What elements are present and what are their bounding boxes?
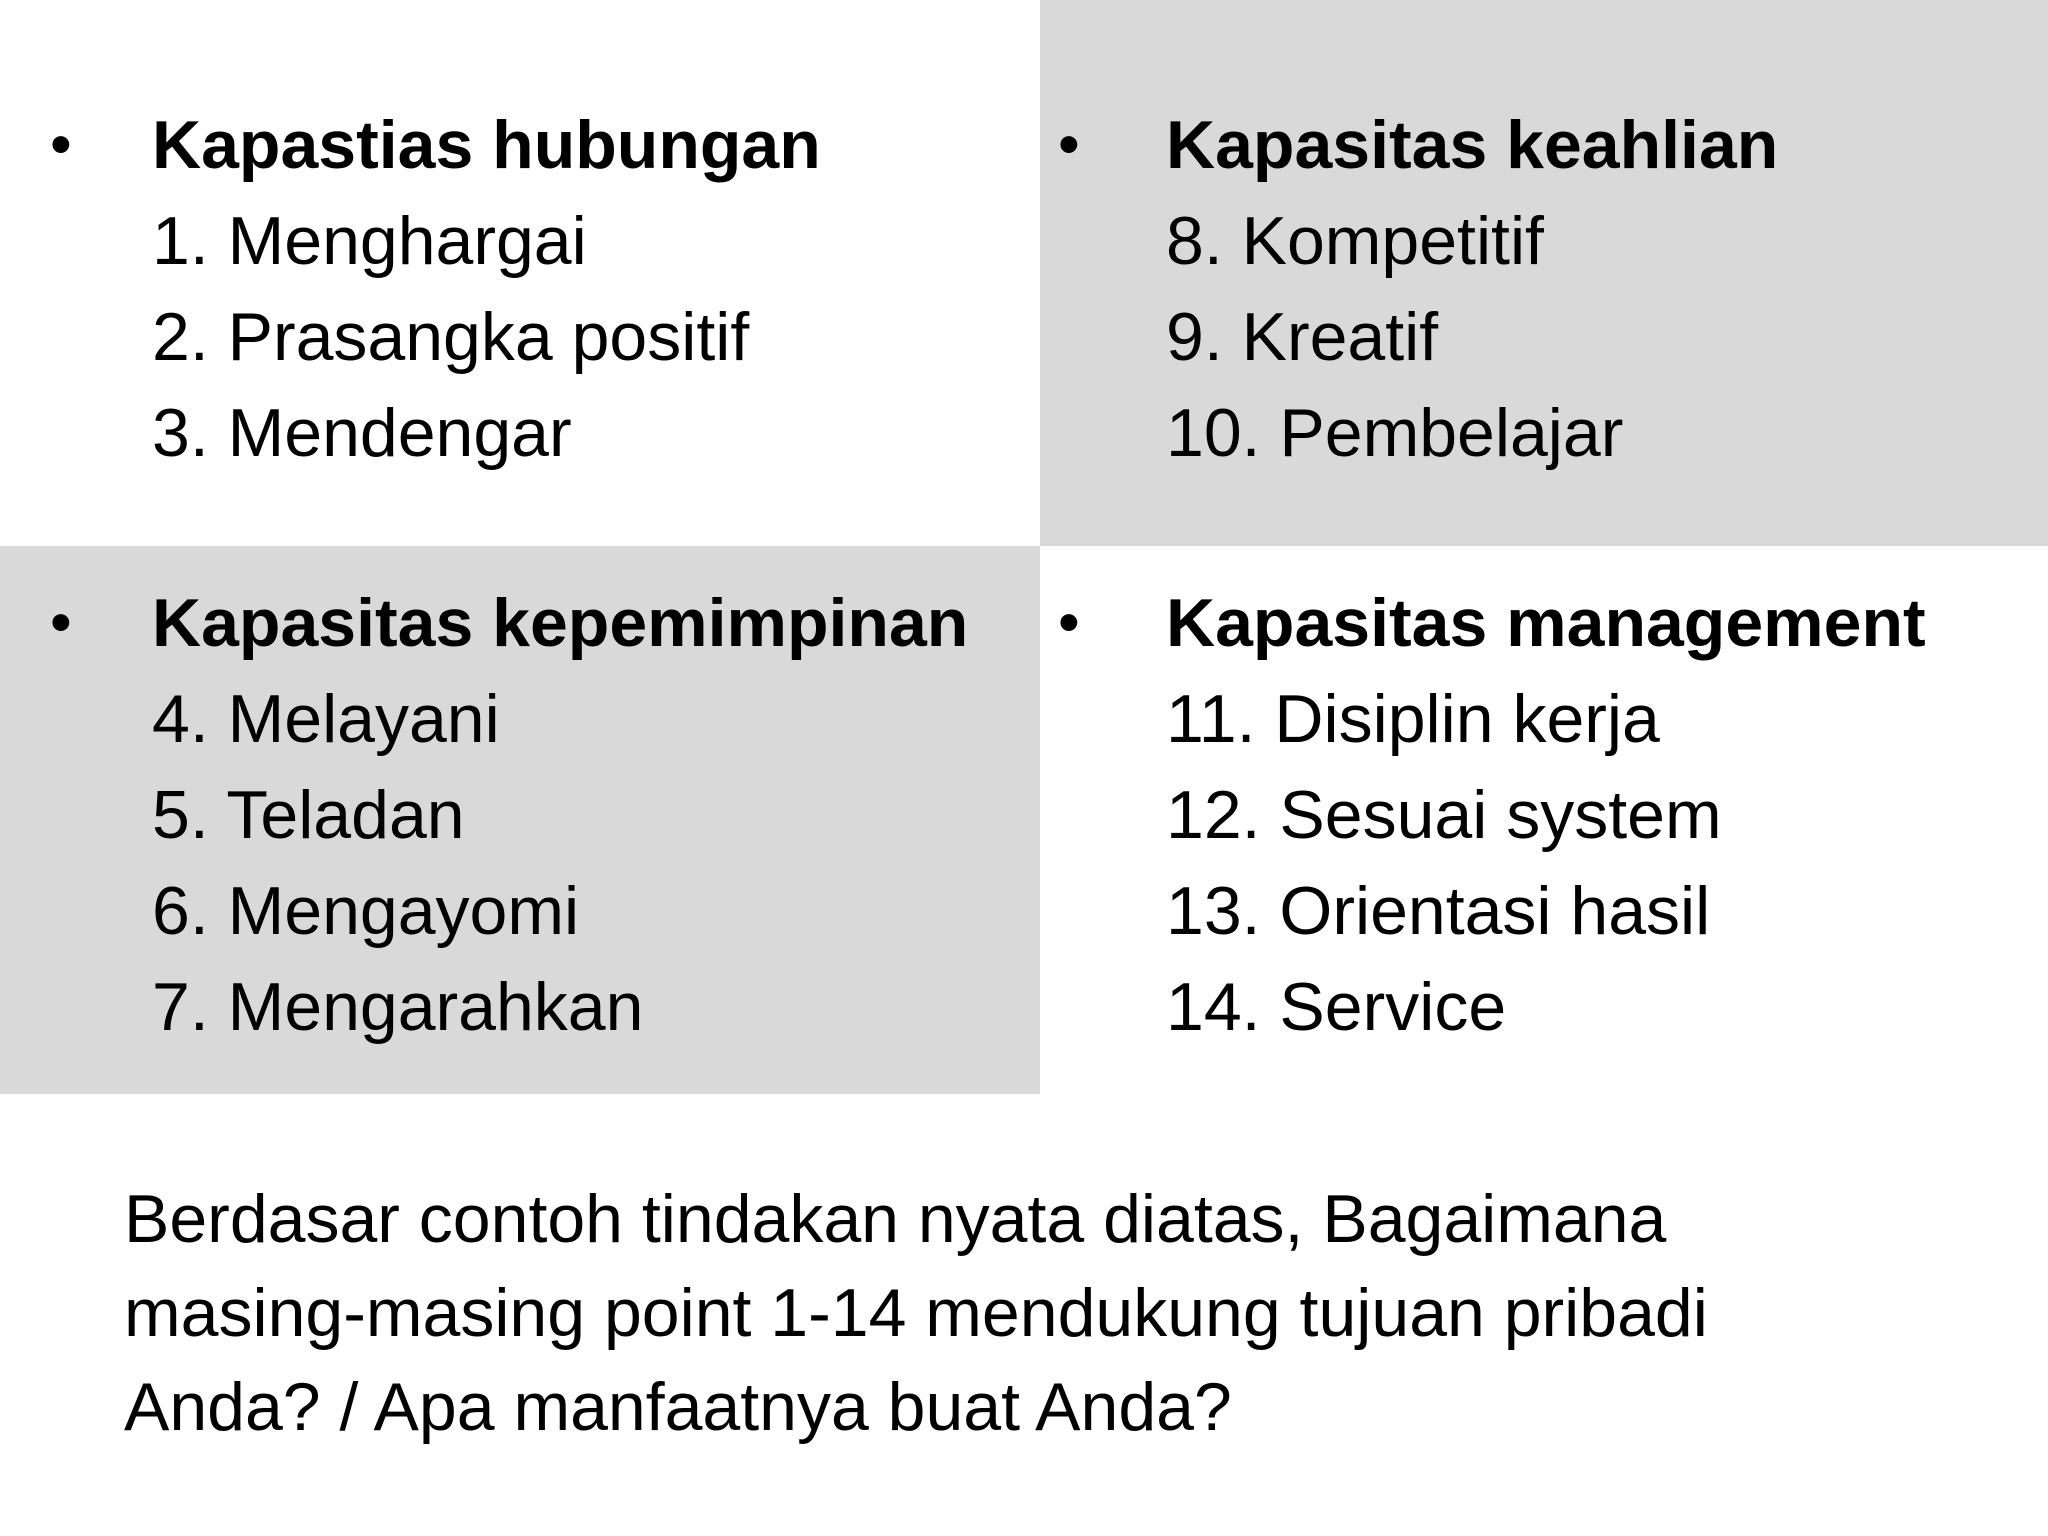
bullet: •: [1058, 588, 1080, 657]
quadrant-relationship-capacity: [0, 0, 1040, 546]
list-item: 2. Prasangka positif: [152, 299, 750, 375]
quadrant-management-capacity: [1040, 546, 2048, 1094]
capacity-heading: Kapastias hubungan: [152, 107, 821, 183]
list-item: 10. Pembelajar: [1166, 395, 1624, 471]
list-item: 14. Service: [1166, 969, 1507, 1045]
quadrant-skill-capacity: [1040, 0, 2048, 546]
list-item: 3. Mendengar: [152, 395, 572, 471]
list-item: 12. Sesuai system: [1166, 777, 1722, 853]
capacity-block: [1166, 97, 1778, 481]
list-item: 9. Kreatif: [1166, 299, 1439, 375]
bullet: •: [50, 110, 72, 179]
capacity-block: [152, 575, 968, 1055]
capacity-heading: Kapasitas keahlian: [1166, 107, 1779, 183]
question-line: masing-masing point 1-14 mendukung tujuan pribadi: [124, 1275, 1708, 1351]
list-item: 13. Orientasi hasil: [1166, 873, 1711, 949]
question-line: Anda? / Apa manfaatnya buat Anda?: [124, 1369, 1232, 1445]
list-item: 7. Mengarahkan: [152, 969, 644, 1045]
capacity-heading: Kapasitas kepemimpinan: [152, 585, 969, 661]
capacity-block: [1166, 575, 1926, 1055]
capacity-block: [152, 97, 821, 481]
list-item: 5. Teladan: [152, 777, 465, 853]
reflection-question: [124, 1172, 2004, 1454]
quadrant-leadership-capacity: [0, 546, 1040, 1094]
list-item: 4. Melayani: [152, 681, 500, 757]
capacity-heading: Kapasitas management: [1166, 585, 1926, 661]
question-line: Berdasar contoh tindakan nyata diatas, Bagaimana: [124, 1181, 1667, 1257]
list-item: 8. Kompetitif: [1166, 203, 1544, 279]
list-item: 1. Menghargai: [152, 203, 587, 279]
list-item: 6. Mengayomi: [152, 873, 580, 949]
bullet: •: [1058, 110, 1080, 179]
list-item: 11. Disiplin kerja: [1166, 681, 1660, 757]
bullet: •: [50, 588, 72, 657]
